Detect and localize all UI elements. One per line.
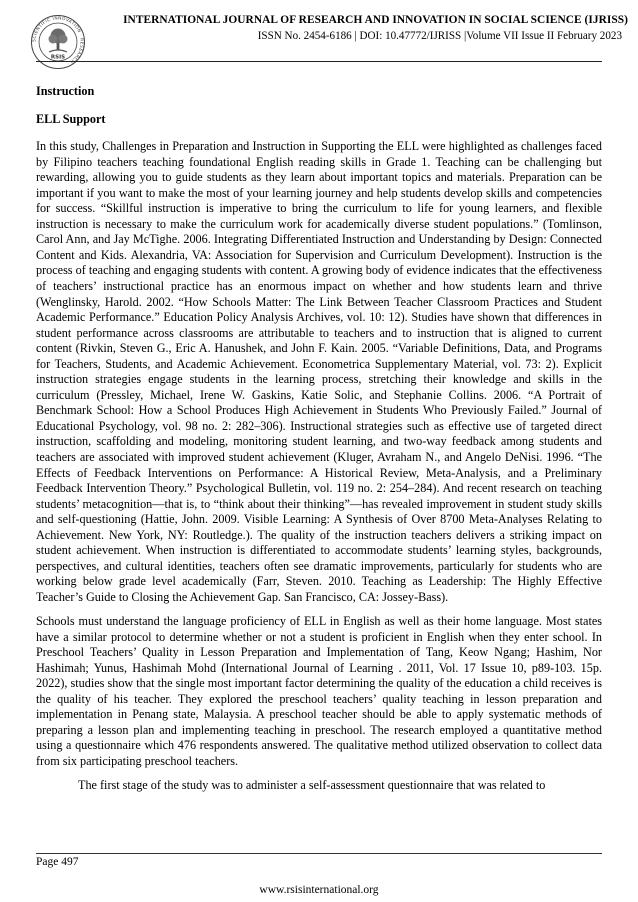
journal-meta: ISSN No. 2454-6186 | DOI: 10.47772/IJRISS |Volume VII Issue II February 2023 xyxy=(257,30,622,42)
subsection-heading: ELL Support xyxy=(36,111,106,126)
paragraph: Schools must understand the language proficiency of ELL in English as well as their home language. Most states have a similar protocol to determine whether or not a student is proficient in English when they enter school. In Preschool Teachers’ Quality in Lesson Preparation and Implementation of Tang, Keow Ngang; Hashim, Nor Hashimah; Yunus, Hashimah Mohd (International Journal of Learning . 2011, Vol. 17 Issue 10, p89-103. 15p. 2022), studies show that the single most important factor determining the quality of the education a child receives is the quality of his teacher. They explored the preschool teachers’ quality teaching in lesson preparation and implementation in Penang state, Malaysia. A preschool teacher should be able to apply systematic methods of preparing a lesson plan and implementing teaching in preschool. The research employed a quantitative method using a questionnaire which 476 respondents answered. The qualitative method utilized observation to collect data from six participating preschool teachers. xyxy=(36,614,602,768)
svg-text:RSIS: RSIS xyxy=(50,54,66,61)
journal-title: INTERNATIONAL JOURNAL OF RESEARCH AND INNOVATION IN SOCIAL SCIENCE (IJRISS) xyxy=(123,14,628,26)
paragraph: The first stage of the study was to administer a self-assessment questionnaire that was related to xyxy=(78,777,546,792)
svg-text:SCIENTIFIC INNOVATION · RESEAR: SCIENTIFIC INNOVATION · RESEARCH · xyxy=(32,16,84,66)
paragraph: In this study, Challenges in Preparation and Instruction in Supporting the ELL were highlighted as challenges faced by Filipino teachers teaching foundational English reading skills in Grade 1. Teaching can be challenging but rewarding, allowing you to guide students as they learn about important topics and materials. Preparation can be important if you want to make the most of your learning journey and help students develop skills and competencies for success. “Skillful instruction is imperative to bring the curriculum to life for young learners, and flexible instruction is necessary to make the curriculum work for academically diverse student populations.” (Tomlinson, Carol Ann, and Jay McTighe. 2006. Integrating Differentiated Instruction and Understanding by Design: Connected Content and Kids. Alexandria, VA: Association for Supervision and Curriculum Development). Instruction is the process of teaching and engaging students with content. A growing body of evidence indicates that the effectiveness of teachers’ instructional practice has an enormous impact on whether and how students learn and thrive (Wenglinsky, Harold. 2002. “How Schools Matter: The Link Between Teacher Classroom Practices and Student Academic Performance.” Education Policy Analysis Archives, vol. 10: 12). Studies have shown that differences in student performance across classrooms are attributable to teachers and to instruction that is aligned to current content (Rivkin, Steven G., Eric A. Hanushek, and John F. Kain. 2005. “Variable Definitions, Data, and Programs for Teachers, Students, and Academic Achievement. Econometrica Supplementary Material, vol. 73: 2). Explicit instruction strategies engage students in the learning process, stretching their knowledge and skills in the curriculum (Pressley, Michael, Irene W. Gaskins, Katie Solic, and Stephanie Collins. 2006. “A Portrait of Benchmark School: How a School Produces High Achievement in Students Who Previously Failed.” Journal of Educational Psychology, vol. 98 no. 2: 282–306). Instructional strategies such as effective use of targeted direct instruction, scaffolding and modeling, monitoring student learning, and two-way feedback among students and teachers are associated with improved student achievement (Kluger, Avraham N., and Angelo DeNisi. 1996. “The Effects of Feedback Interventions on Performance: A Historical Review, Meta-Analysis, and a Preliminary Feedback Intervention Theory.” Psychological Bulletin, vol. 119 no. 2: 254–284). And recent research on teaching students’ metacognition—that is, to “think about their thinking”—has revealed improvement in student study skills and self-questioning (Hattie, John. 2009. Visible Learning: A Synthesis of Over 8700 Meta-Analyses Relating to Achievement. New York, NY: Routledge.). The quality of the instruction teachers delivers a striking impact on student achievement. When instruction is differentiated to accommodate students’ learning styles, backgrounds, perspectives, and cultural identities, teachers often see dramatic improvements, particularly for students who are working below grade level academically (Farr, Steven. 2010. Teaching as Leadership: The Highly Effective Teacher’s Guide to Closing the Achievement Gap. San Francisco, CA: Jossey-Bass). xyxy=(36,139,602,604)
section-heading: Instruction xyxy=(36,84,95,98)
footer-divider xyxy=(36,853,602,854)
website-link[interactable]: www.rsisinternational.org xyxy=(259,884,379,896)
article-body xyxy=(36,84,602,802)
header-divider xyxy=(36,61,602,62)
page-number: Page 497 xyxy=(36,856,79,868)
